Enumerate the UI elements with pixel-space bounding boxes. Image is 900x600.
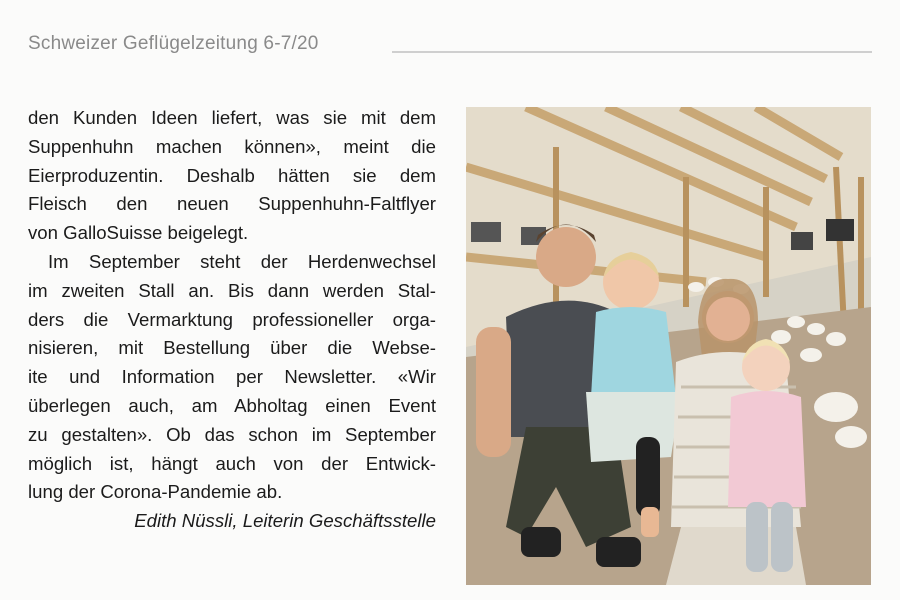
article-line: lung der Corona-Pandemie ab. xyxy=(28,481,283,503)
article-line: ite und Information per Newsletter. «Wir xyxy=(28,366,436,388)
author-signature: Edith Nüssli, Leiterin Geschäftsstelle xyxy=(134,510,436,532)
article-column xyxy=(28,104,436,536)
barn-window xyxy=(791,232,813,250)
publication-header: Schweizer Geflügelzeitung 6-7/20 xyxy=(28,33,319,54)
article-line: im zweiten Stall an. Bis dann werden Stal- xyxy=(28,279,436,301)
article-line: von GalloSuisse beigelegt. xyxy=(28,222,249,244)
article-line: ders die Vermarktung professioneller orga- xyxy=(28,308,436,330)
article-line: nisieren, mit Bestellung über die Webse- xyxy=(28,337,436,359)
article-line: möglich ist, hängt auch von der Entwick- xyxy=(28,452,436,474)
article-line: Eierproduzentin. Deshalb hätten sie dem xyxy=(28,164,436,186)
article-line: zu gestalten». Ob das schon im September xyxy=(28,423,436,445)
header-divider xyxy=(392,51,872,53)
article-line: Im September steht der Herdenwechsel xyxy=(48,250,436,272)
article-line: Suppenhuhn machen können», meint die xyxy=(28,135,436,157)
family-in-poultry-barn-photo xyxy=(466,107,871,585)
photo-illustration xyxy=(466,107,871,585)
article-line: Fleisch den neuen Suppenhuhn-Faltflyer xyxy=(28,193,436,215)
article-line: überlegen auch, am Abholtag einen Event xyxy=(28,394,436,416)
article-line: den Kunden Ideen liefert, was sie mit dem xyxy=(28,107,436,128)
barn-window xyxy=(471,222,501,242)
barn-window xyxy=(826,219,854,241)
